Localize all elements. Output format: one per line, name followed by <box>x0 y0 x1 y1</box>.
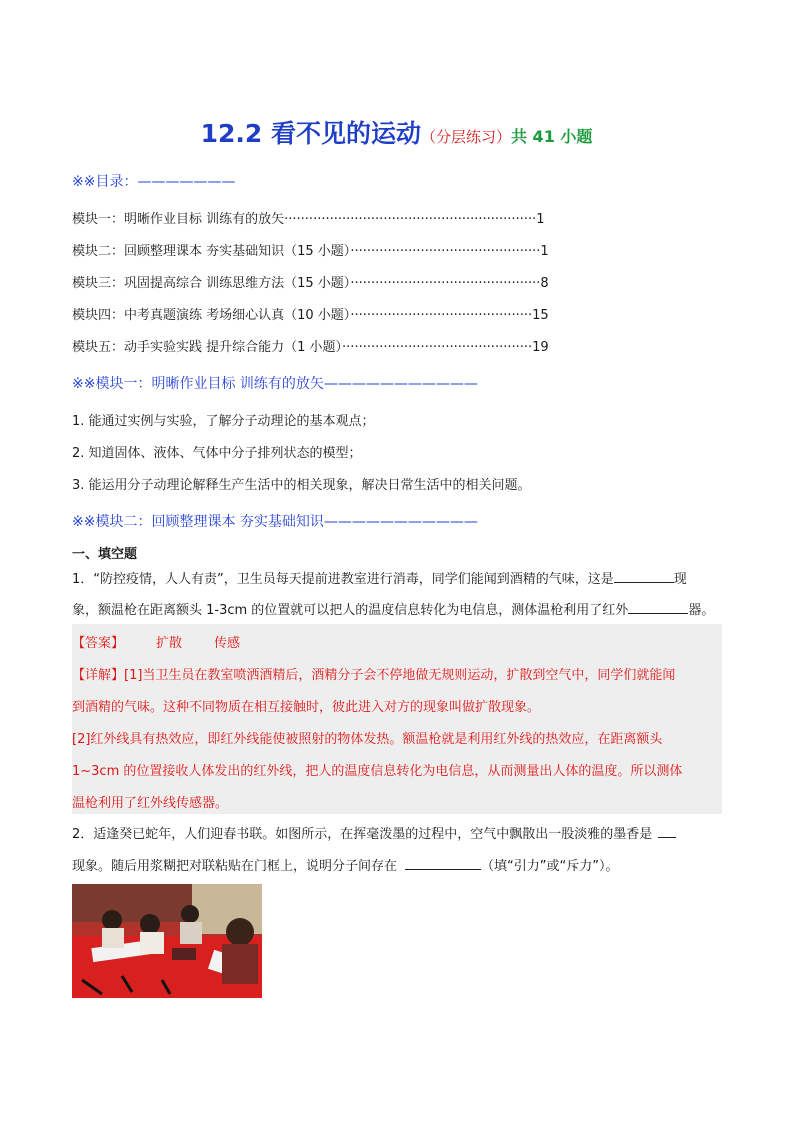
question-2-line-1 <box>72 825 676 843</box>
page-title <box>0 114 793 150</box>
detail-line: 1~3cm 的位置接收人体发出的红外线，把人的温度信息转化为电信息，从而测量出人体的温度。所以测体 <box>72 764 683 779</box>
module2-heading: ※※模块二：回顾整理课本 夯实基础知识——————————— <box>72 514 478 530</box>
title-subtitle: （分层练习） <box>420 128 511 146</box>
question-text: 器。 <box>688 603 715 618</box>
calligraphy-photo <box>72 884 262 998</box>
toc-item-dots: ·············································· <box>350 276 541 291</box>
question-text: 象，额温枪在距离额头 1-3cm 的位置就可以把人的温度信息转化为电信息，测体温枪利用了红外 <box>72 603 629 618</box>
toc-item[interactable] <box>72 272 549 291</box>
detail-line: 温枪利用了红外线传感器。 <box>72 796 229 811</box>
toc-heading: ※※目录：——————— <box>72 174 236 190</box>
answer-blank[interactable] <box>628 601 688 614</box>
toc-item-label: 模块五：动手实验实践 提升综合能力（1 小题） <box>72 340 343 355</box>
detail-label: 【详解】 <box>72 668 125 683</box>
goal-item: 3. 能运用分子动理论解释生产生活中的相关现象，解决日常生活中的相关问题。 <box>72 478 531 493</box>
question-1-line-2 <box>72 601 714 619</box>
answer-value: 传感 <box>214 636 241 651</box>
toc-item[interactable] <box>72 336 549 355</box>
goal-item: 1. 能通过实例与实验，了解分子动理论的基本观点； <box>72 414 375 429</box>
title-question-count: 共 41 小题 <box>510 127 593 146</box>
answer-value: 扩散 <box>156 636 183 651</box>
answer-panel <box>72 624 722 814</box>
answer-blank[interactable] <box>658 825 676 838</box>
question-text: （填“引力”或“斥力”）。 <box>481 859 619 874</box>
detail-line: [2]红外线具有热效应，即红外线能使被照射的物体发热。额温枪就是利用红外线的热效应，在距离额头 <box>72 732 663 747</box>
toc-item-dots: ····························································· <box>284 212 537 227</box>
toc-item[interactable] <box>72 304 549 323</box>
toc-item-label: 模块三：巩固提高综合 训练思维方法（15 小题） <box>72 276 351 291</box>
toc-item-label: 模块一：明晰作业目标 训练有的放矢 <box>72 212 285 227</box>
detail-line: 到酒精的气味。这种不同物质在相互接触时，彼此进入对方的现象叫做扩散现象。 <box>72 700 541 715</box>
detail-line <box>72 664 675 683</box>
question-1-line-1 <box>72 570 687 588</box>
answer-line <box>72 632 240 651</box>
goal-item: 2. 知道固体、液体、气体中分子排列状态的模型； <box>72 446 362 461</box>
answer-blank[interactable] <box>614 570 674 583</box>
toc-item-page: 1 <box>540 244 549 259</box>
toc-item-dots: ·············································· <box>350 244 541 259</box>
toc-item-label: 模块二：回顾整理课本 夯实基础知识（15 小题） <box>72 244 351 259</box>
toc-item-page: 19 <box>532 340 549 355</box>
question-text: 现 <box>673 572 687 587</box>
question-2-line-2 <box>72 857 618 875</box>
answer-label: 【答案】 <box>72 636 125 651</box>
question-text: 2．适逢癸已蛇年，人们迎春书联。如图所示，在挥毫泼墨的过程中，空气中飘散出一股淡雅的墨香是 <box>72 827 653 842</box>
toc-item-label: 模块四：中考真题演练 考场细心认真（10 小题） <box>72 308 351 323</box>
toc-item[interactable] <box>72 208 545 227</box>
toc-item[interactable] <box>72 240 549 259</box>
title-main: 12.2 看不见的运动 <box>200 119 421 148</box>
fill-blank-heading: 一、填空题 <box>72 547 138 562</box>
question-text: 现象。随后用浆糊把对联粘贴在门框上，说明分子间存在 <box>72 859 398 874</box>
toc-item-dots: ············································ <box>350 308 533 323</box>
toc-item-page: 8 <box>540 276 549 291</box>
question-text: 1．“防控疫情，人人有责”，卫生员每天提前进教室进行消毒，同学们能闻到酒精的气味，这是 <box>72 572 614 587</box>
answer-blank[interactable] <box>405 857 481 870</box>
toc-item-page: 1 <box>536 212 545 227</box>
detail-text: [1]当卫生员在教室喷洒酒精后，酒精分子会不停地做无规则运动，扩散到空气中，同学们就能闻 <box>124 668 676 683</box>
toc-item-dots: ·············································· <box>342 340 533 355</box>
toc-item-page: 15 <box>532 308 549 323</box>
module1-heading: ※※模块一：明晰作业目标 训练有的放矢——————————— <box>72 376 478 392</box>
